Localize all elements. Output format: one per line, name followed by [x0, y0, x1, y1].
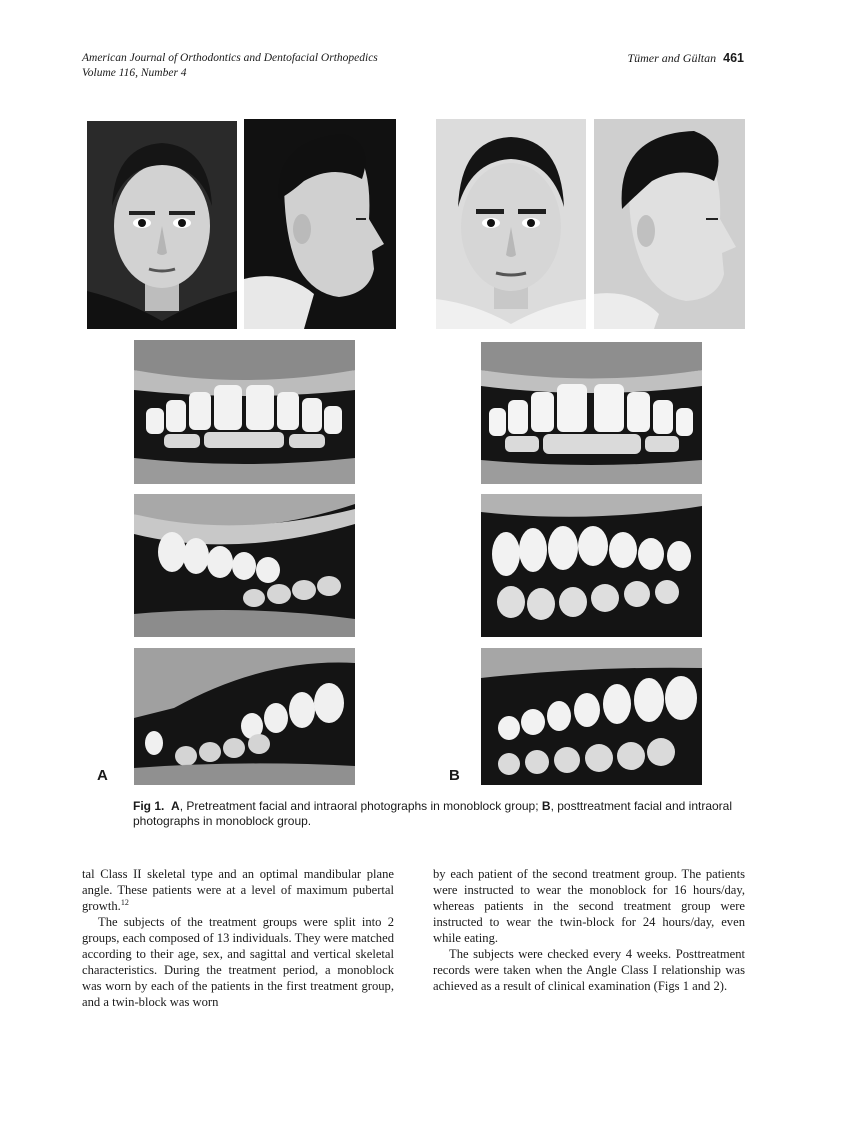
paragraph-text: tal Class II skeletal type and an optimal mandibular plane angle. These patients were at a level of maximum pubertal growth. — [82, 867, 394, 913]
paragraph: by each patient of the second treatment group. The patients were instructed to wear the monoblock for 16 hours/day, whereas patients in the second treatment group were instructed to wear the twin-block for 24 hours/day, even while eating. — [433, 867, 745, 945]
caption-a-text: , Pretreatment facial and intraoral photographs in monoblock group; — [179, 799, 542, 813]
photo-b-frontal-face — [436, 119, 586, 329]
running-header-page — [627, 51, 744, 66]
photo-b-profile-face — [594, 119, 745, 329]
caption-fig-label: Fig 1. — [133, 799, 165, 813]
body-column-left — [82, 866, 394, 1010]
photo-a-frontal-face — [87, 121, 237, 329]
page-number: 461 — [723, 51, 744, 65]
running-authors: Tümer and Gültan — [627, 51, 717, 65]
paragraph: The subjects of the treatment groups were split into 2 groups, each composed of 13 individuals. They were matched according to their age, sex, and sagittal and vertical skeletal characteristics. During the treatment period, a monoblock was worn by each of the patients in the first treatment group, and a twin-block was worn — [82, 915, 394, 1009]
photo-b-intraoral-left — [481, 648, 702, 785]
caption-b-letter: B — [541, 799, 551, 813]
panel-label-b: B — [449, 767, 460, 784]
running-header-journal — [82, 51, 378, 81]
journal-volume: Volume 116, Number 4 — [82, 67, 187, 79]
body-column-right — [433, 866, 745, 994]
photo-b-intraoral-frontal — [481, 342, 702, 484]
caption-b-text: , posttreatment facial and intraoral photographs in monoblock group. — [133, 799, 733, 828]
caption-a-letter: A — [171, 799, 180, 813]
reference-superscript: 12 — [120, 897, 129, 907]
journal-title: American Journal of Orthodontics and Dentofacial Orthopedics — [82, 52, 378, 64]
figure-caption — [133, 799, 733, 829]
paragraph: The subjects were checked every 4 weeks. Posttreatment records were taken when the Angle Class I relationship was achieved as a result of clinical examination (Figs 1 and 2). — [433, 947, 745, 993]
photo-a-profile-face — [244, 119, 396, 329]
paragraph — [82, 866, 394, 914]
photo-a-intraoral-right — [134, 494, 355, 637]
panel-label-a: A — [97, 767, 108, 784]
photo-a-intraoral-left — [134, 648, 355, 785]
photo-a-intraoral-frontal — [134, 340, 355, 484]
photo-b-intraoral-right — [481, 494, 702, 637]
